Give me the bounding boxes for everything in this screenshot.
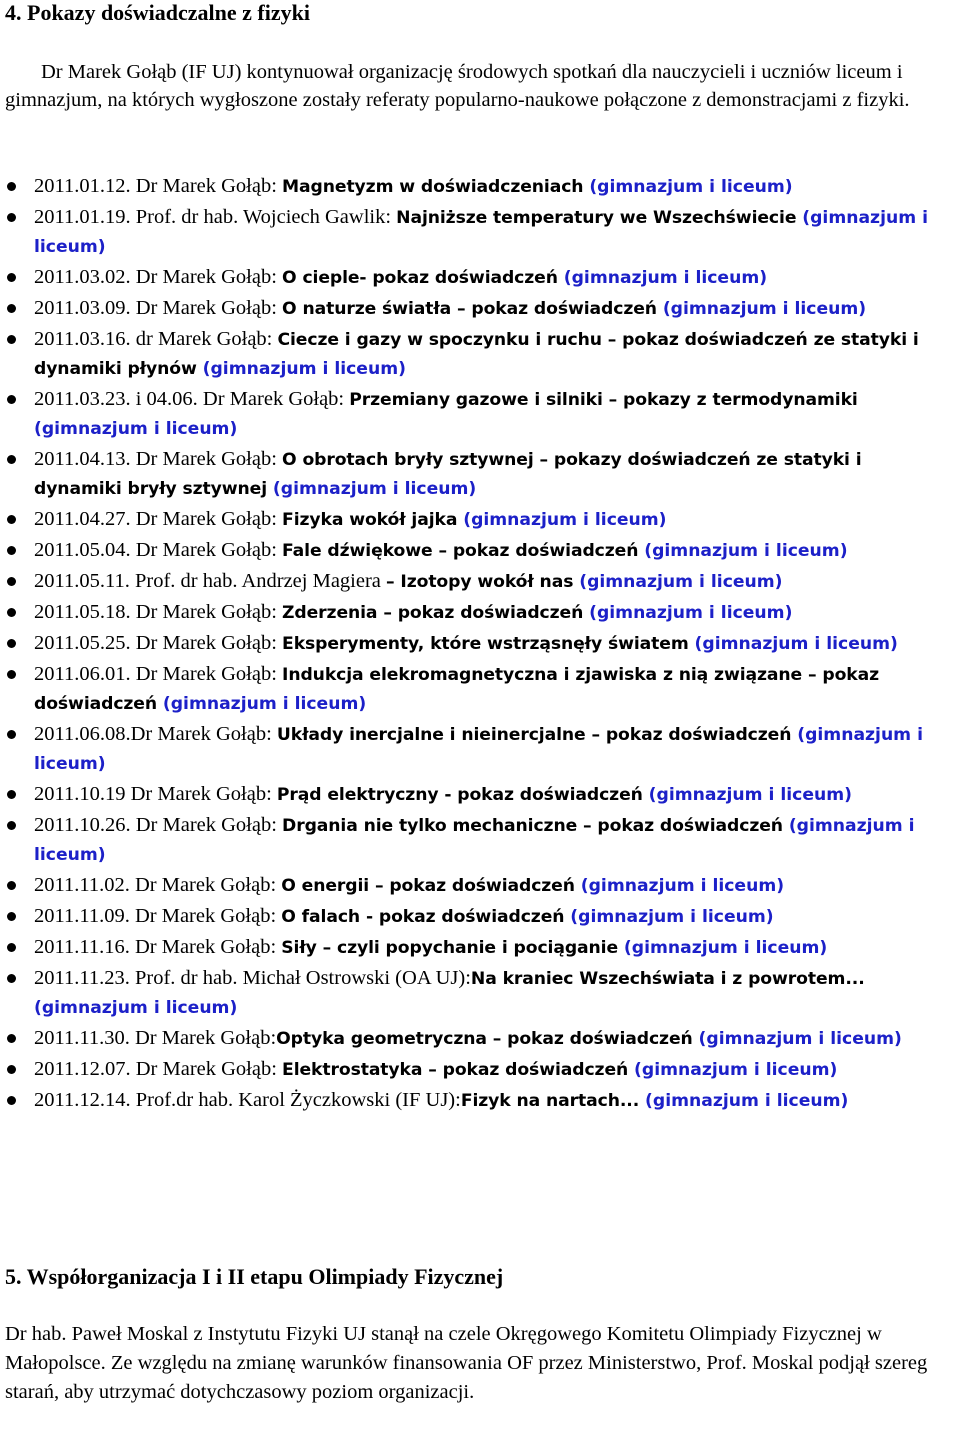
talk-title: Prąd elektryczny - pokaz doświadczeń xyxy=(276,785,649,805)
talk-audience: (gimnazjum i liceum) xyxy=(34,816,915,865)
list-item xyxy=(0,1024,954,1053)
bullet-icon xyxy=(7,577,16,586)
talk-title: Fale dźwiękowe – pokaz doświadczeń xyxy=(282,541,645,561)
talk-title: O falach - pokaz doświadczeń xyxy=(281,907,571,927)
talk-title: O naturze światła – pokaz doświadczeń xyxy=(282,299,663,319)
talk-audience: (gimnazjum i liceum) xyxy=(623,938,828,958)
talk-audience: (gimnazjum i liceum) xyxy=(589,177,793,197)
list-item xyxy=(0,445,954,503)
talk-title: Przemiany gazowe i silniki – pokazy z termodynamiki xyxy=(349,390,858,410)
list-item xyxy=(0,933,954,962)
talk-audience: (gimnazjum i liceum) xyxy=(580,876,785,896)
talk-title: Indukcja elekromagnetyczna i zjawiska z nią związane – pokaz doświadczeń xyxy=(34,665,880,714)
talk-title: Najniższe temperatury we Wszechświecie xyxy=(396,208,803,228)
list-item xyxy=(0,871,954,900)
list-item xyxy=(0,294,954,323)
talk-speaker: 2011.06.08.Dr Marek Gołąb: xyxy=(34,723,277,745)
list-item xyxy=(0,1086,954,1115)
bullet-icon xyxy=(7,1065,16,1074)
talk-title: Eksperymenty, które wstrząsnęły światem xyxy=(282,634,695,654)
talk-speaker: 2011.05.04. Dr Marek Gołąb: xyxy=(34,539,283,561)
talk-title: Fizyka wokół jajka xyxy=(282,510,464,530)
bullet-icon xyxy=(7,1034,16,1043)
talk-speaker: 2011.11.16. Dr Marek Gołąb: xyxy=(34,936,282,958)
list-item xyxy=(0,385,954,443)
talk-speaker: 2011.05.18. Dr Marek Gołąb: xyxy=(34,601,283,623)
talk-audience: (gimnazjum i liceum) xyxy=(463,510,667,530)
talk-audience: (gimnazjum i liceum) xyxy=(570,907,774,927)
talk-audience: (gimnazjum i liceum) xyxy=(34,208,928,257)
talk-speaker: 2011.01.19. Prof. dr hab. Wojciech Gawlik: xyxy=(34,206,397,228)
section-4-intro: Dr Marek Gołąb (IF UJ) kontynuował organizację środowych spotkań dla nauczycieli i uczniów liceum i gimnazjum, na których wygłoszone zostały referaty popularno-naukowe połączone z demonstracjami z fizyki. xyxy=(5,61,910,111)
bullet-icon xyxy=(7,943,16,952)
talk-audience: (gimnazjum i liceum) xyxy=(579,572,783,592)
list-item xyxy=(0,720,954,778)
talk-audience: (gimnazjum i liceum) xyxy=(202,359,406,379)
talk-title: Ciecze i gazy w spoczynku i ruchu – pokaz doświadczeń ze statyki i dynamiki płynów xyxy=(34,330,919,379)
bullet-icon xyxy=(7,395,16,404)
talk-audience: (gimnazjum i liceum) xyxy=(644,541,848,561)
talk-title: Siły – czyli popychanie i pociąganie xyxy=(281,938,624,958)
bullet-icon xyxy=(7,730,16,739)
talk-audience: (gimnazjum i liceum) xyxy=(634,1060,838,1080)
talk-audience: (gimnazjum i liceum) xyxy=(34,725,923,774)
talk-audience: (gimnazjum i liceum) xyxy=(698,1029,902,1049)
bullet-icon xyxy=(7,455,16,464)
talk-speaker: 2011.12.07. Dr Marek Gołąb: xyxy=(34,1058,283,1080)
list-item xyxy=(0,203,954,261)
talk-speaker: 2011.03.16. dr Marek Gołąb: xyxy=(34,328,278,350)
list-item xyxy=(0,263,954,292)
talk-title: – Izotopy wokół nas xyxy=(386,572,580,592)
bullet-icon xyxy=(7,182,16,191)
list-item xyxy=(0,629,954,658)
talk-title: Optyka geometryczna – pokaz doświadczeń xyxy=(276,1029,699,1049)
talk-audience: (gimnazjum i liceum) xyxy=(272,479,477,499)
talk-audience: (gimnazjum i liceum) xyxy=(662,299,867,319)
talk-title: Układy inercjalne i nieinercjalne – pokaz doświadczeń xyxy=(276,725,798,745)
list-item xyxy=(0,325,954,383)
talk-audience: (gimnazjum i liceum) xyxy=(589,603,793,623)
bullet-icon xyxy=(7,790,16,799)
talk-speaker: 2011.11.02. Dr Marek Gołąb: xyxy=(34,874,282,896)
talk-speaker: 2011.11.23. Prof. dr hab. Michał Ostrowski (OA UJ): xyxy=(34,967,471,989)
talk-title: Magnetyzm w doświadczeniach xyxy=(282,177,590,197)
talk-audience: (gimnazjum i liceum) xyxy=(34,419,238,439)
bullet-icon xyxy=(7,821,16,830)
list-item xyxy=(0,780,954,809)
list-item xyxy=(0,598,954,627)
bullet-icon xyxy=(7,639,16,648)
talk-audience: (gimnazjum i liceum) xyxy=(162,694,367,714)
talk-audience: (gimnazjum i liceum) xyxy=(563,268,768,288)
talk-title: O cieple- pokaz doświadczeń xyxy=(282,268,564,288)
talk-speaker: 2011.10.26. Dr Marek Gołąb: xyxy=(34,814,283,836)
talk-audience: (gimnazjum i liceum) xyxy=(694,634,898,654)
talk-speaker: 2011.11.09. Dr Marek Gołąb: xyxy=(34,905,282,927)
talk-title: Drgania nie tylko mechaniczne – pokaz doświadczeń xyxy=(282,816,789,836)
bullet-icon xyxy=(7,608,16,617)
list-item xyxy=(0,172,954,201)
list-item xyxy=(0,567,954,596)
talk-speaker: 2011.12.14. Prof.dr hab. Karol Życzkowski (IF UJ): xyxy=(34,1089,461,1111)
bullet-icon xyxy=(7,273,16,282)
bullet-icon xyxy=(7,335,16,344)
list-item xyxy=(0,902,954,931)
talk-audience: (gimnazjum i liceum) xyxy=(34,998,238,1018)
list-item xyxy=(0,964,954,1022)
talk-speaker: 2011.10.19 Dr Marek Gołąb: xyxy=(34,783,277,805)
talk-speaker: 2011.06.01. Dr Marek Gołąb: xyxy=(34,663,283,685)
talk-title: O obrotach bryły sztywnej – pokazy doświadczeń ze statyki i dynamiki bryły sztywnej xyxy=(34,450,862,499)
list-item xyxy=(0,505,954,534)
bullet-icon xyxy=(7,515,16,524)
talk-title: Elektrostatyka – pokaz doświadczeń xyxy=(282,1060,635,1080)
talk-title: Fizyk na nartach... xyxy=(460,1091,646,1111)
bullet-icon xyxy=(7,881,16,890)
bullet-icon xyxy=(7,1096,16,1105)
section-5-heading: 5. Współorganizacja I i II etapu Olimpiady Fizycznej xyxy=(5,1264,504,1289)
bullet-icon xyxy=(7,304,16,313)
bullet-icon xyxy=(7,912,16,921)
talk-speaker: 2011.01.12. Dr Marek Gołąb: xyxy=(34,175,283,197)
section-4-heading: 4. Pokazy doświadczalne z fizyki xyxy=(5,0,310,25)
bullet-icon xyxy=(7,670,16,679)
bullet-icon xyxy=(7,213,16,222)
talk-speaker: 2011.04.27. Dr Marek Gołąb: xyxy=(34,508,283,530)
list-item xyxy=(0,1055,954,1084)
talk-speaker: 2011.04.13. Dr Marek Gołąb: xyxy=(34,448,283,470)
bullet-icon xyxy=(7,974,16,983)
section-5-body: Dr hab. Paweł Moskal z Instytutu Fizyki UJ stanął na czele Okręgowego Komitetu Olimpiady Fizycznej w Małopolsce. Ze względu na zmianę warunków finansowania OF przez Ministerstwo, Prof. Moskal podjął szereg starań, aby utrzymać dotychczasowy poziom organizacji. xyxy=(5,1323,928,1403)
talk-title: Na kraniec Wszechświata i z powrotem... xyxy=(470,969,865,989)
bullet-icon xyxy=(7,546,16,555)
talk-speaker: 2011.05.11. Prof. dr hab. Andrzej Magiera xyxy=(34,570,387,592)
list-item xyxy=(0,660,954,718)
talk-speaker: 2011.03.23. i 04.06. Dr Marek Gołąb: xyxy=(34,388,350,410)
talk-audience: (gimnazjum i liceum) xyxy=(648,785,852,805)
talk-speaker: 2011.05.25. Dr Marek Gołąb: xyxy=(34,632,283,654)
talk-audience: (gimnazjum i liceum) xyxy=(645,1091,849,1111)
talk-list xyxy=(0,172,954,1117)
talk-speaker: 2011.03.02. Dr Marek Gołąb: xyxy=(34,266,283,288)
list-item xyxy=(0,536,954,565)
talk-title: O energii – pokaz doświadczeń xyxy=(281,876,581,896)
talk-speaker: 2011.11.30. Dr Marek Gołąb: xyxy=(34,1027,277,1049)
talk-speaker: 2011.03.09. Dr Marek Gołąb: xyxy=(34,297,283,319)
talk-title: Zderzenia – pokaz doświadczeń xyxy=(282,603,590,623)
list-item xyxy=(0,811,954,869)
